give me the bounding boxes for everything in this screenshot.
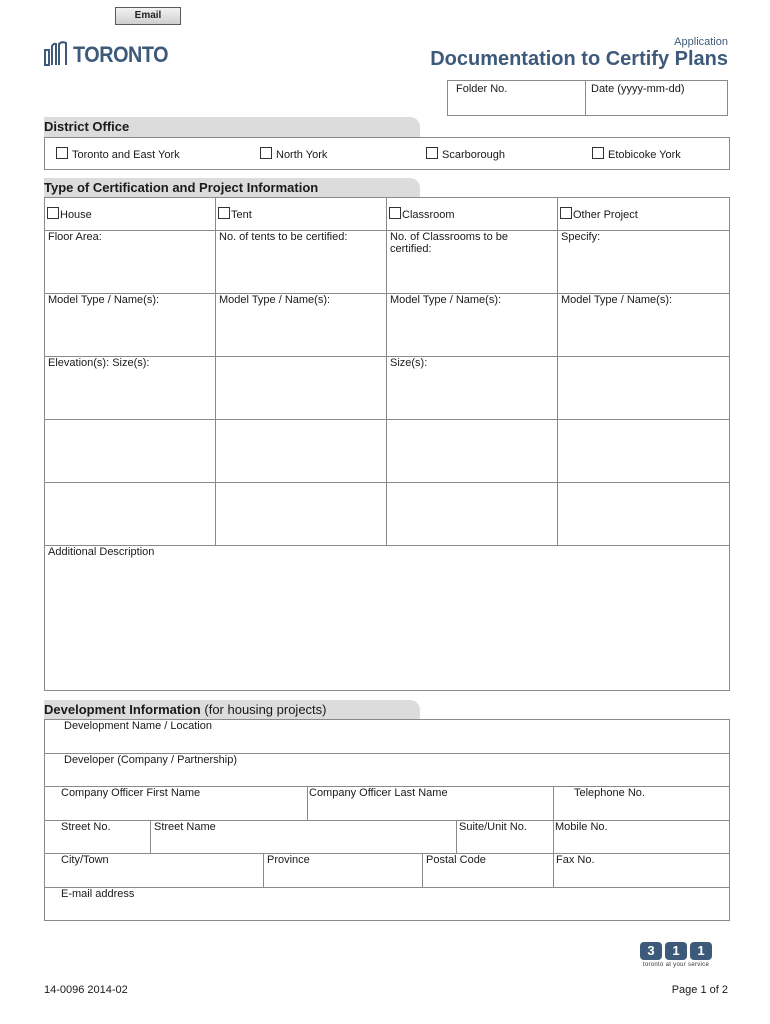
district-option-scarborough[interactable]: Scarborough xyxy=(426,147,505,161)
province-field[interactable]: Province xyxy=(267,854,310,866)
badge-tagline: toronto at your service xyxy=(642,962,710,968)
tents-count-field[interactable]: No. of tents to be certified: xyxy=(219,231,348,243)
classroom-model-field[interactable]: Model Type / Name(s): xyxy=(390,294,502,306)
other-specify-field[interactable]: Specify: xyxy=(561,231,601,243)
email-button[interactable]: Email xyxy=(115,7,181,25)
checkbox-icon[interactable] xyxy=(47,207,59,219)
tent-model-field[interactable]: Model Type / Name(s): xyxy=(219,294,331,306)
toronto-logo xyxy=(44,38,179,66)
date-field[interactable]: Date (yyyy-mm-dd) xyxy=(591,83,685,95)
development-heading: Development Information (for housing projects) xyxy=(44,700,420,720)
classrooms-count-field[interactable]: No. of Classrooms to be certified: xyxy=(390,231,508,255)
folder-no-field[interactable]: Folder No. xyxy=(456,83,508,95)
other-model-field[interactable]: Model Type / Name(s): xyxy=(561,294,673,306)
311-badge xyxy=(630,942,722,968)
checkbox-icon[interactable] xyxy=(592,147,604,159)
city-hall-icon xyxy=(44,40,70,66)
city-field[interactable]: City/Town xyxy=(61,854,109,866)
type-tent[interactable]: Tent xyxy=(218,207,252,221)
logo-text: TORONTO xyxy=(73,42,169,67)
fax-field[interactable]: Fax No. xyxy=(556,854,595,866)
type-house[interactable]: House xyxy=(47,207,92,221)
checkbox-icon[interactable] xyxy=(56,147,68,159)
house-model-field[interactable]: Model Type / Name(s): xyxy=(48,294,160,306)
additional-description-field[interactable]: Additional Description xyxy=(48,546,155,558)
checkbox-icon[interactable] xyxy=(218,207,230,219)
email-address-field[interactable]: E-mail address xyxy=(61,888,135,900)
developer-field[interactable]: Developer (Company / Partnership) xyxy=(64,754,238,766)
district-option-etobicoke-york[interactable]: Etobicoke York xyxy=(592,147,681,161)
type-classroom[interactable]: Classroom xyxy=(389,207,455,221)
district-office-heading: District Office xyxy=(44,117,420,137)
suite-unit-field[interactable]: Suite/Unit No. xyxy=(459,821,527,833)
checkbox-icon[interactable] xyxy=(560,207,572,219)
badge-digit: 1 xyxy=(690,942,712,960)
badge-digit: 1 xyxy=(665,942,687,960)
mobile-field[interactable]: Mobile No. xyxy=(555,821,608,833)
certification-heading: Type of Certification and Project Information xyxy=(44,178,420,198)
telephone-field[interactable]: Telephone No. xyxy=(574,787,645,799)
floor-area-field[interactable]: Floor Area: xyxy=(48,231,102,243)
page-number: Page 1 of 2 xyxy=(671,984,728,996)
checkbox-icon[interactable] xyxy=(260,147,272,159)
development-name-field[interactable]: Development Name / Location xyxy=(64,720,212,732)
application-label: Application xyxy=(674,36,728,48)
badge-digit: 3 xyxy=(640,942,662,960)
district-option-north-york[interactable]: North York xyxy=(260,147,327,161)
officer-last-name-field[interactable]: Company Officer Last Name xyxy=(309,787,448,799)
street-no-field[interactable]: Street No. xyxy=(61,821,111,833)
postal-code-field[interactable]: Postal Code xyxy=(426,854,486,866)
classroom-size-field[interactable]: Size(s): xyxy=(390,357,428,369)
checkbox-icon[interactable] xyxy=(426,147,438,159)
street-name-field[interactable]: Street Name xyxy=(154,821,216,833)
type-other-project[interactable]: Other Project xyxy=(560,207,638,221)
page-title: Documentation to Certify Plans xyxy=(430,48,728,70)
house-elevation-size-field[interactable]: Elevation(s): Size(s): xyxy=(48,357,150,369)
form-code: 14-0096 2014-02 xyxy=(44,984,128,996)
certification-grid xyxy=(44,197,730,691)
officer-first-name-field[interactable]: Company Officer First Name xyxy=(61,787,201,799)
checkbox-icon[interactable] xyxy=(389,207,401,219)
district-option-toronto-east-york[interactable]: Toronto and East York xyxy=(56,147,180,161)
